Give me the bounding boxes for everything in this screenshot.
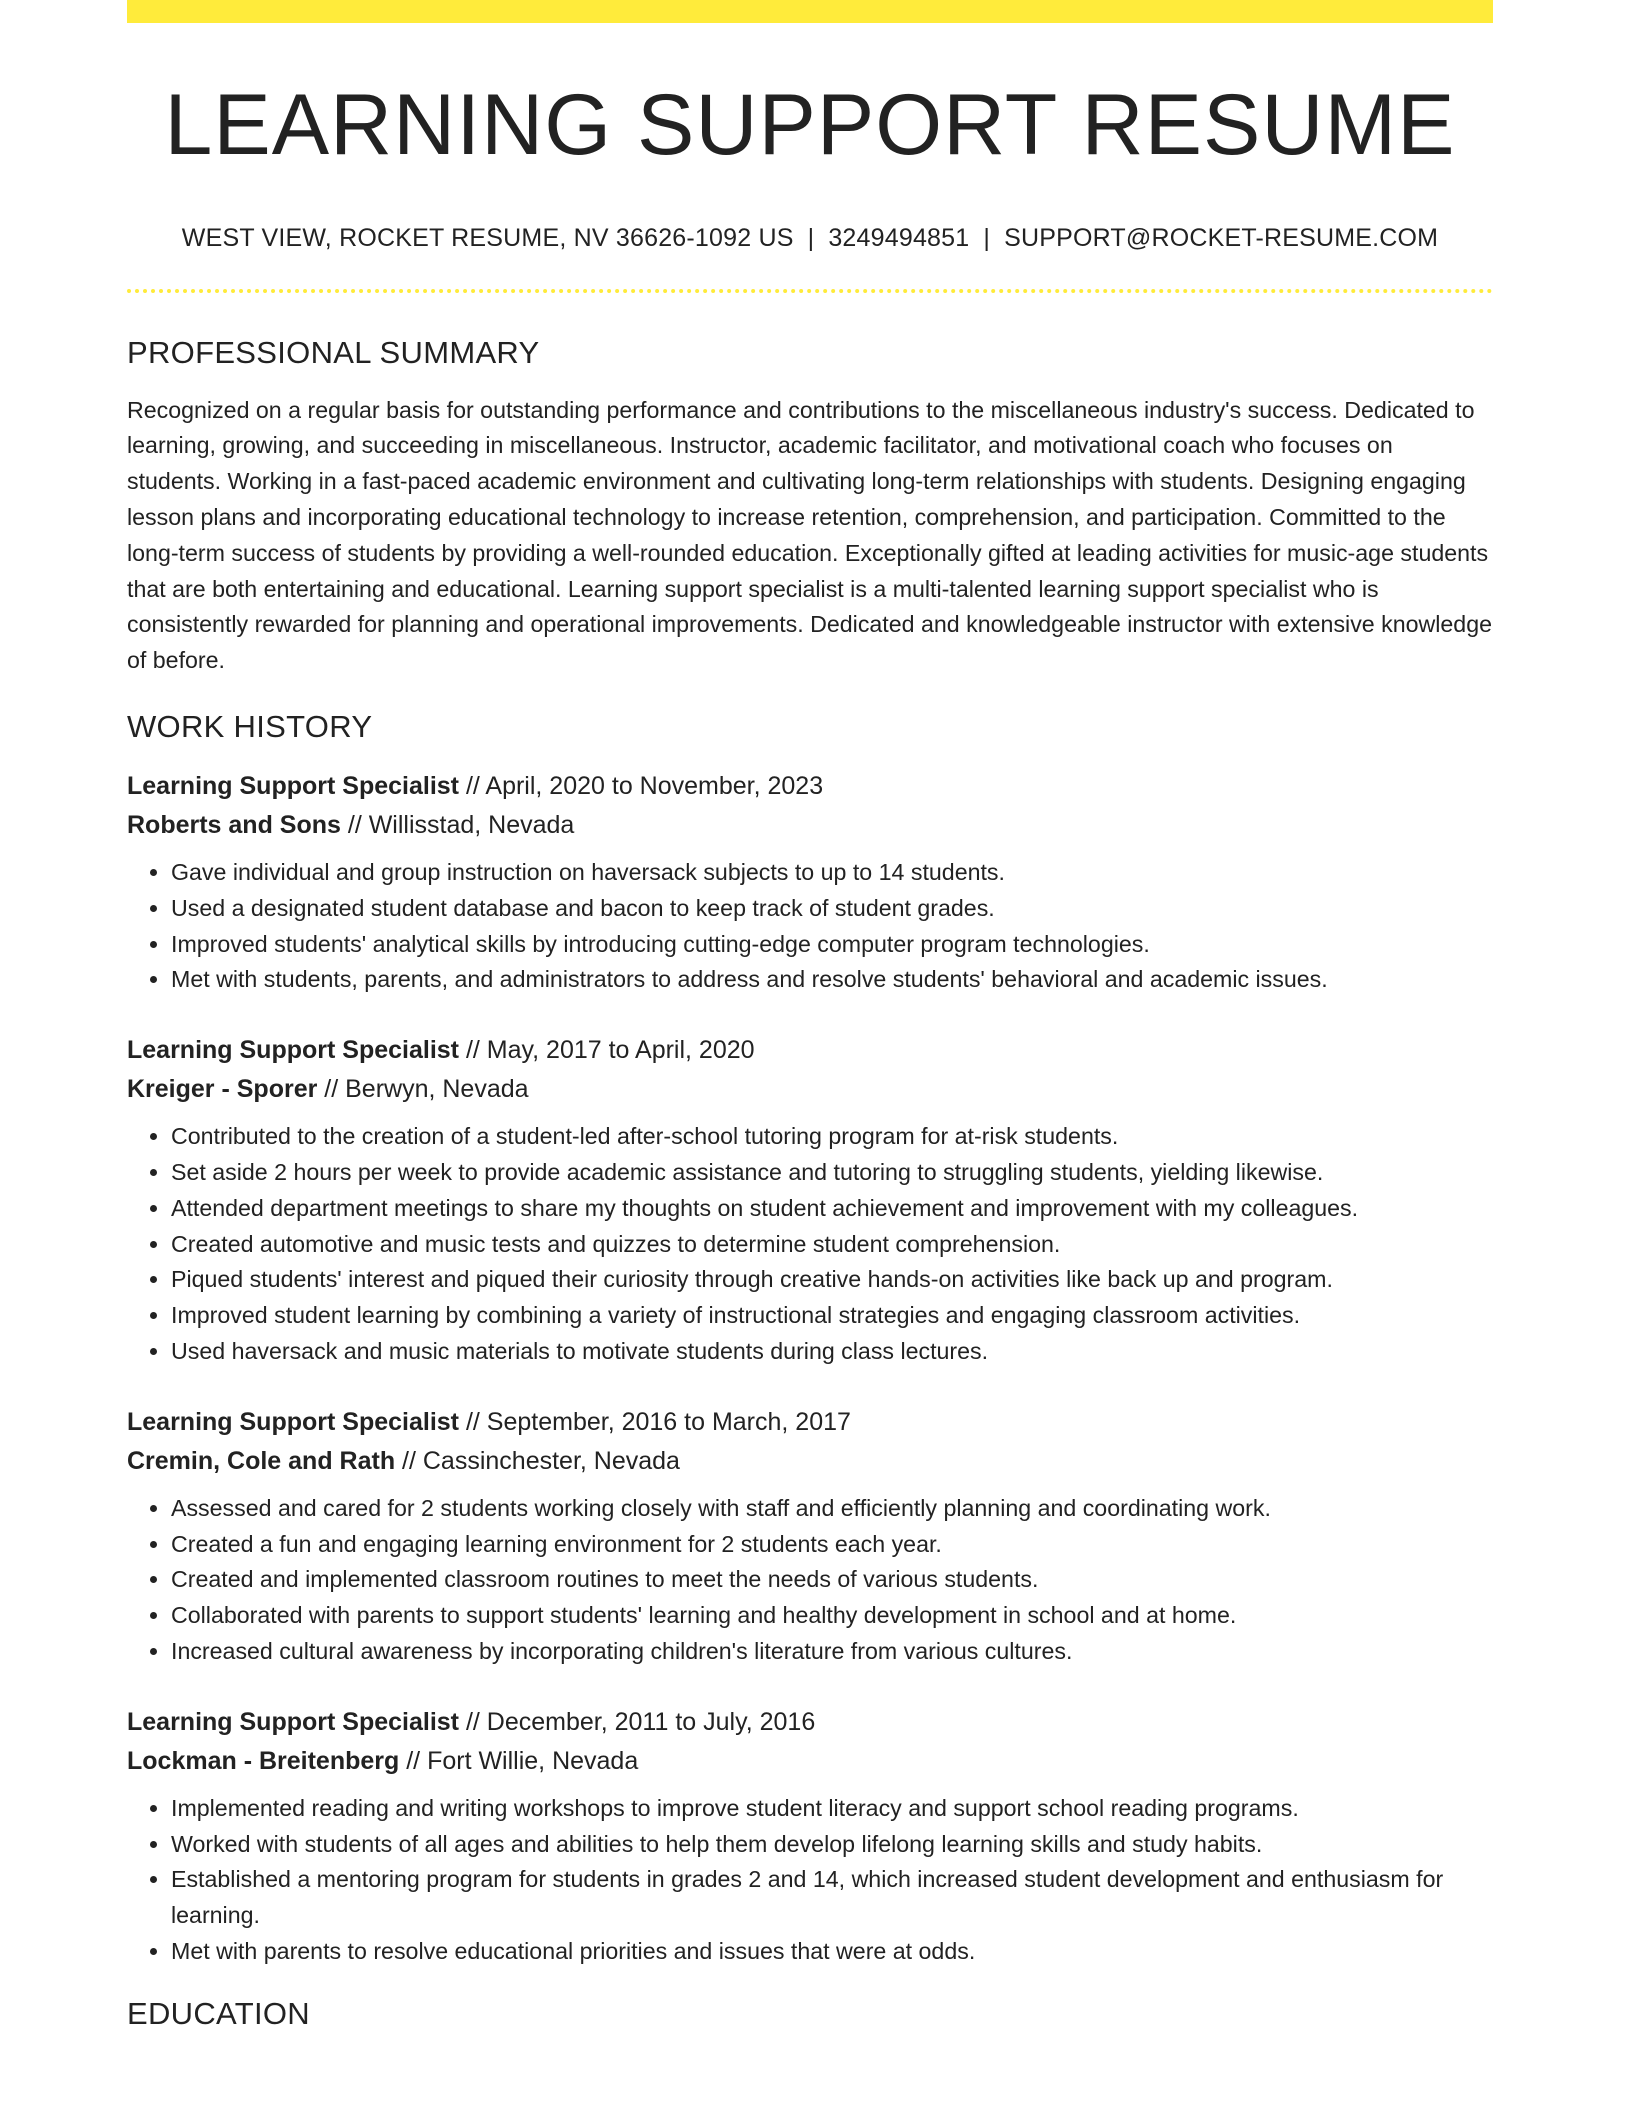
job-title-line [127,767,1493,806]
contact-line [127,223,1493,253]
job-company: Lockman - Breitenberg [127,1746,400,1775]
work-history-list [127,767,1493,1970]
job-bullet: • Increased cultural awareness by incorporating children's literature from various cultures. [171,1634,1493,1670]
job-bullet: • Attended department meetings to share my thoughts on student achievement and improvement with my colleagues. [171,1191,1493,1227]
job-title-line [127,1403,1493,1442]
job-company: Roberts and Sons [127,810,341,839]
job-location: // Willisstad, Nevada [340,810,575,839]
job-location: // Berwyn, Nevada [317,1075,529,1104]
job-role: Learning Support Specialist [127,1407,459,1436]
job-bullets [127,855,1493,998]
job-bullet: • Created automotive and music tests and quizzes to determine student comprehension. [171,1227,1493,1263]
job-company-line [127,806,1493,845]
job-role: Learning Support Specialist [127,771,459,800]
job-bullet: • Collaborated with parents to support students' learning and healthy development in school and at home. [171,1598,1493,1634]
job-bullet: • Gave individual and group instruction on haversack subjects to up to 14 students. [171,855,1493,891]
contact-address: WEST VIEW, ROCKET RESUME, NV 36626-1092 US [181,223,794,252]
job-bullet: • Contributed to the creation of a student-led after-school tutoring program for at-risk students. [171,1119,1493,1155]
job-dates: // December, 2011 to July, 2016 [459,1707,816,1736]
job-bullet: • Created and implemented classroom routines to meet the needs of various students. [171,1562,1493,1598]
job-role: Learning Support Specialist [127,1707,459,1736]
dotted-divider [127,289,1493,293]
job-bullet: • Assessed and cared for 2 students working closely with staff and efficiently planning and coordinating work. [171,1491,1493,1527]
job-entry [127,1031,1493,1370]
job-bullet: • Used a designated student database and bacon to keep track of student grades. [171,891,1493,927]
education-heading: EDUCATION [127,1995,310,2031]
job-bullet: • Created a fun and engaging learning environment for 2 students each year. [171,1527,1493,1563]
job-title-line [127,1703,1493,1742]
job-title-line [127,1031,1493,1070]
job-bullets [127,1119,1493,1370]
job-company: Cremin, Cole and Rath [127,1446,396,1475]
job-bullets [127,1491,1493,1670]
summary-text: Recognized on a regular basis for outstanding performance and contributions to the miscellaneous industry's success. Dedicated to learning, growing, and succeeding in miscellaneous. Instructor, academic facilitator, and motivational coach who focuses on students. Working in a fast-paced academic environment and cultivating long-term relationships with students. Designing engaging lesson plans and incorporating educational technology to increase retention, comprehension, and participation. Committed to the long-term success of students by providing a well-rounded education. Exceptionally gifted at leading activities for music-age students that are both entertaining and educational. Learning support specialist is a multi-talented learning support specialist who is consistently rewarded for planning and operational improvements. Dedicated and knowledgeable instructor with extensive knowledge of before. [127,396,1492,674]
job-entry [127,767,1493,998]
job-bullet: • Established a mentoring program for students in grades 2 and 14, which increased student development and enthusiasm for learning. [171,1862,1493,1934]
job-location: // Cassinchester, Nevada [395,1446,680,1475]
resume-page [127,0,1493,2032]
resume-title: LEARNING SUPPORT RESUME [164,77,1456,173]
job-bullet: • Met with students, parents, and administrators to address and resolve students' behavioral and academic issues. [171,962,1493,998]
top-accent-bar [127,0,1493,23]
job-dates: // April, 2020 to November, 2023 [459,771,824,800]
job-bullet: • Used haversack and music materials to motivate students during class lectures. [171,1334,1493,1370]
contact-separator: | [807,223,815,252]
job-role: Learning Support Specialist [127,1036,459,1065]
job-bullet: • Implemented reading and writing workshops to improve student literacy and support school reading programs. [171,1791,1493,1827]
job-bullet: • Worked with students of all ages and abilities to help them develop lifelong learning skills and study habits. [171,1827,1493,1863]
job-company: Kreiger - Sporer [127,1075,318,1104]
job-bullet: • Improved student learning by combining a variety of instructional strategies and engaging classroom activities. [171,1298,1493,1334]
contact-separator: | [983,223,991,252]
job-bullet: • Improved students' analytical skills by introducing cutting-edge computer program technologies. [171,927,1493,963]
job-bullet: • Piqued students' interest and piqued their curiosity through creative hands-on activities like back up and program. [171,1262,1493,1298]
job-bullet: • Met with parents to resolve educational priorities and issues that were at odds. [171,1934,1493,1970]
work-history-heading: WORK HISTORY [127,708,373,744]
contact-email: SUPPORT@ROCKET-RESUME.COM [1004,223,1439,252]
contact-phone: 3249494851 [828,223,970,252]
summary-heading: PROFESSIONAL SUMMARY [127,334,540,370]
job-company-line [127,1742,1493,1781]
job-entry [127,1403,1493,1670]
job-location: // Fort Willie, Nevada [399,1746,639,1775]
job-dates: // May, 2017 to April, 2020 [459,1036,755,1065]
job-dates: // September, 2016 to March, 2017 [459,1407,851,1436]
job-company-line [127,1070,1493,1109]
job-company-line [127,1442,1493,1481]
job-bullets [127,1791,1493,1970]
job-bullet: • Set aside 2 hours per week to provide academic assistance and tutoring to struggling students, yielding likewise. [171,1155,1493,1191]
job-entry [127,1703,1493,1970]
